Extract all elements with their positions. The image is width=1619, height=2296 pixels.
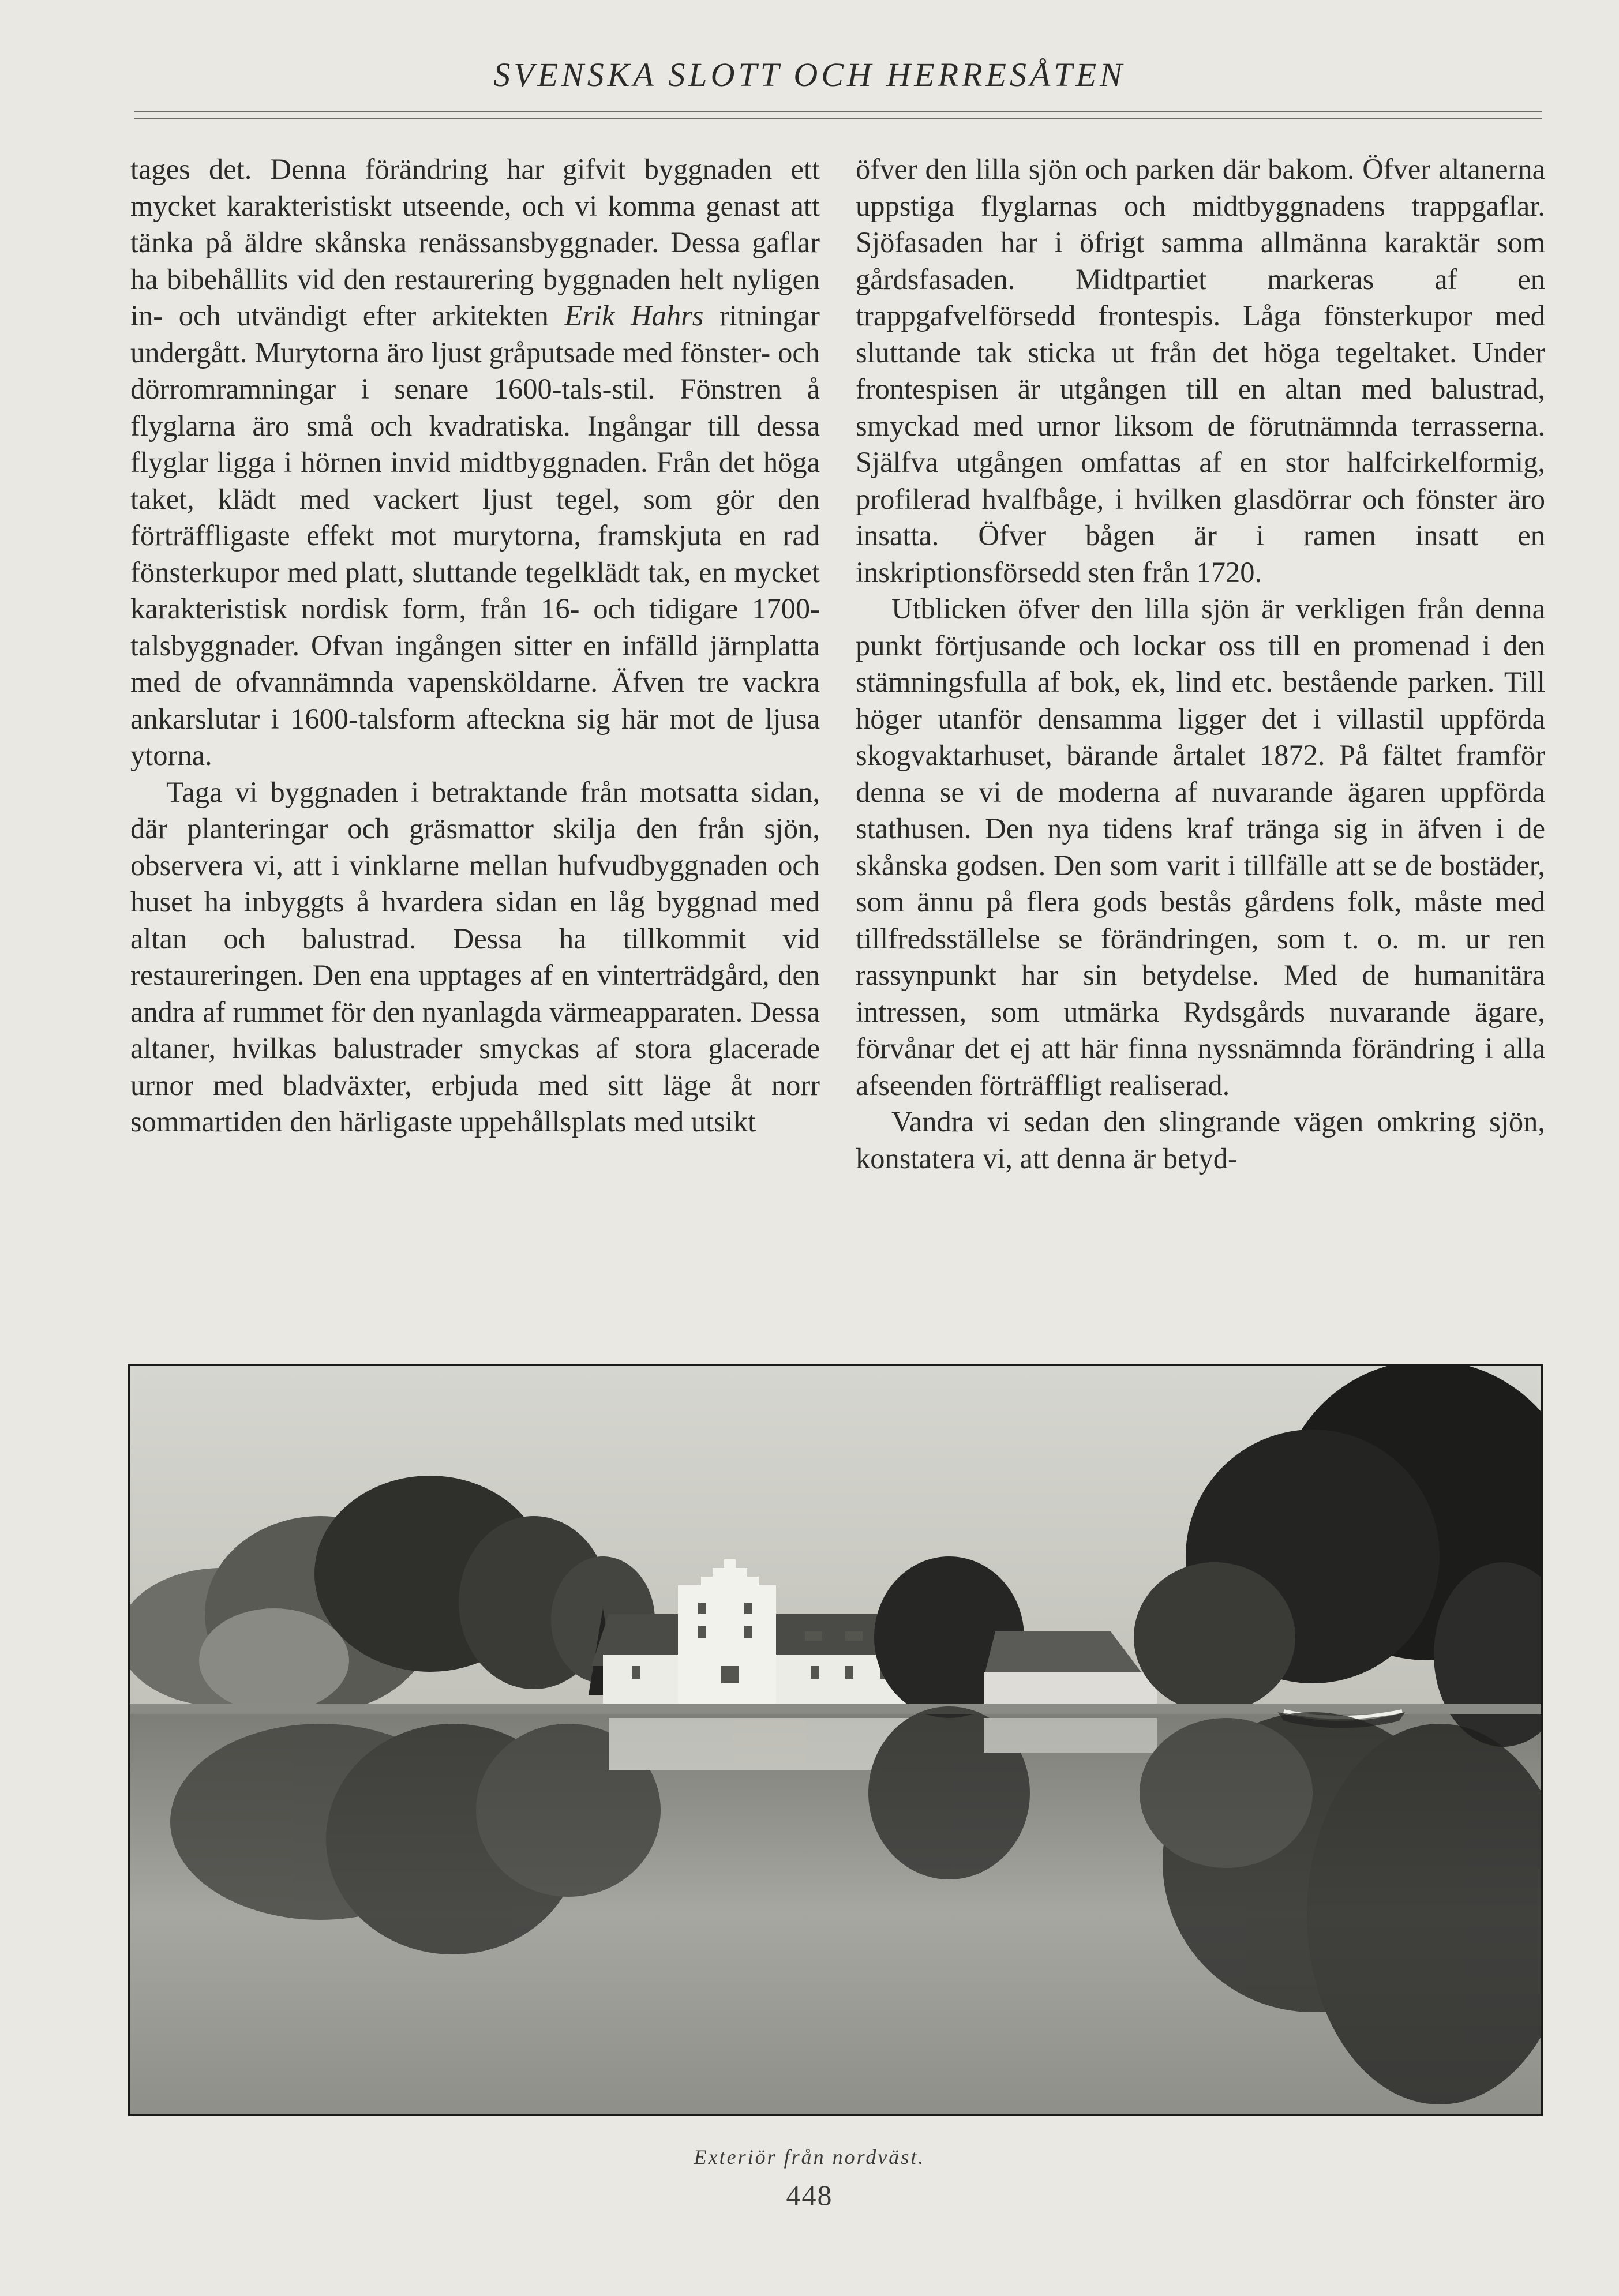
page-number: 448 (786, 2179, 833, 2211)
text-run: Vandra vi sedan den slingrande vägen omkring sjön, konstatera vi, att denna är betyd- (856, 1105, 1545, 1175)
paragraph (130, 151, 820, 774)
header-rule-bottom (134, 118, 1542, 119)
paragraph (130, 774, 820, 1141)
paragraph (856, 1104, 1545, 1177)
text-run: öfver den lilla sjön och parken där bakom. Öfver altanerna uppstiga flyglarnas och midtbyggnadens trappgaflar. Sjöfasaden har i öfrigt samma allmänna karaktär som gårdsfasaden. Midtpartiet markeras af en trappgafvelförsedd frontespis. Låga fönsterkupor med sluttande tak sticka ut från det höga tegeltaket. Under frontespisen är utgången till en altan med balustrad, smyckad med urnor liksom de förutnämnda terrasserna. Själfva utgången omfattas af en stor halfcirkelformig, profilerad hvalfbåge, i hvilken glasdörrar och fönster äro insatta. Öfver bågen är i ramen insatt en inskriptionsförsedd sten från 1720. (856, 153, 1545, 588)
paragraph (856, 591, 1545, 1104)
header-rule-top (134, 111, 1542, 112)
text-run: tages det. Denna förändring har gifvit byggnaden ett mycket karakteristiskt utseende, och vi komma genast att tänka på äldre skånska renässansbyggnader. Dessa gaflar ha bibehållits vid den restaurering byggnaden helt nyligen in- och utvändigt efter arkitekten (130, 153, 820, 332)
italic-name: Erik Hahrs (564, 299, 704, 332)
paragraph (856, 151, 1545, 591)
text-run: Taga vi byggnaden i betraktande från motsatta sidan, där planteringar och gräsmattor skilja den från sjön, observera vi, att i vinklarne mellan hufvudbyggnaden och huset ha inbyggts å hvardera sidan en låg byggnad med altan och balustrad. Dessa ha tillkommit vid restaureringen. Den ena upptages af en vinterträdgård, den andra af rummet för den nyanlagda värmeapparaten. Dessa altaner, hvilkas balustrader smyckas af stora glacerade urnor med bladväxter, erbjuda med sitt läge åt norr sommartiden den härligaste uppehållsplats med utsikt (130, 775, 820, 1138)
running-header: SVENSKA SLOTT OCH HERRESÅTEN (493, 56, 1126, 93)
castle-photograph (128, 1364, 1543, 2116)
text-column-left (130, 151, 820, 1141)
photo-caption: Exteriör från nordväst. (694, 2145, 925, 2169)
text-column-right (856, 151, 1545, 1177)
text-run: ritningar undergått. Murytorna äro ljust gråputsade med fönster- och dörromramningar i senare 1600-tals-stil. Fönstren å flyglarna äro små och kvadratiska. Ingångar till dessa flyglar ligga i hörnen invid midtbyggnaden. Från det höga taket, klädt med vackert ljust tegel, som gör den förträffligaste effekt mot murytorna, framskjuta en rad fönsterkupor med platt, sluttande tegelklädt tak, en mycket karakteristisk nordisk form, från 16- och tidigare 1700-talsbyggnader. Ofvan ingången sitter en infälld järnplatta med de ofvannämnda vapensköldarne. Äfven tre vackra ankarslutar i 1600-talsform afteckna sig här mot de ljusa ytorna. (130, 299, 820, 771)
text-run: Utblicken öfver den lilla sjön är verkligen från denna punkt förtjusande och lockar oss till en promenad i den stämningsfulla af bok, ek, lind etc. bestående parken. Till höger utanför densamma ligger det i villastil uppförda skogvaktarhuset, bärande årtalet 1872. På fältet framför denna se vi de moderna af nuvarande ägaren uppförda stathusen. Den nya tidens kraf tränga sig in äfven i de skånska godsen. Den som varit i tillfälle att se de bostäder, som ännu på flera gods bestås gårdens folk, måste med tillfredsställelse se förändringen, som t. o. m. ur ren rassynpunkt har sin betydelse. Med de humanitära intressen, som utmärka Rydsgårds nuvarande ägare, förvånar det ej att här finna nyssnämnda förändring i alla afseenden förträffligt realiserad. (856, 592, 1545, 1101)
